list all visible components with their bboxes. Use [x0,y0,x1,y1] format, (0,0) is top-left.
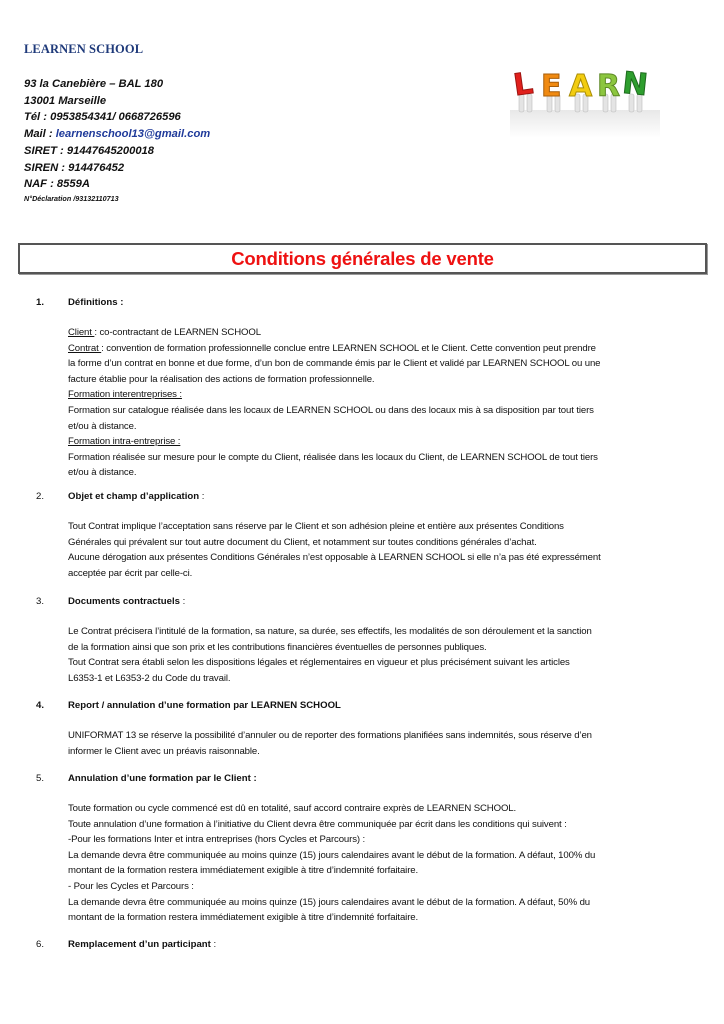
phone-numbers: Tél : 0953854341/ 0668726596 [24,111,181,124]
body-line: Formation réalisée sur mesure pour le compte du Client, réalisée dans les locaux du Client, de LEARNEN SCHOOL de tout tiers [68,451,598,463]
body-line: montant de la formation restera immédiatement exigible à titre d’indemnité forfaitaire. [68,912,419,924]
body-line: La demande devra être communiquée au moins quinze (15) jours calendaires avant le début de la formation. A défaut, 100% du [68,849,596,861]
email-line [24,126,210,143]
section-heading [36,297,123,308]
term-client: Client [68,327,95,338]
section-number: 2. [36,491,45,502]
email-link[interactable]: learnenschool13@gmail.com [55,128,211,141]
section-heading [36,700,341,711]
section-heading [36,773,257,784]
address-street: 93 la Canebière – BAL 180 [24,78,164,90]
definition-contrat: Contrat : convention de formation professionnelle conclue entre LEARNEN SCHOOL et le Client. Cette convention peut prendre [68,342,596,354]
company-name: LEARNEN SCHOOL [24,42,144,56]
definition-client: Client : co-contractant de LEARNEN SCHOOL [68,327,261,338]
siren-number: SIREN : 914476452 [24,161,125,174]
section-number: 6. [36,939,45,950]
body-line: et/ou à distance. [68,420,137,432]
section-number: 3. [36,596,45,607]
body-line: -Pour les formations Inter et intra entreprises (hors Cycles et Parcours) : [68,834,366,846]
body-line: Aucune dérogation aux présentes Conditions Générales n’est opposable à LEARNEN SCHOOL si elle n’a pas été expressément [68,552,601,564]
company-contact-block [24,76,210,205]
term-formation-intra-entreprise: Formation intra-entreprise : [68,436,181,448]
section-title: Report / annulation d’une formation par LEARNEN SCHOOL [68,700,341,711]
body-line: Générales qui prévalent sur tout autre document du Client, et notamment sur toutes conditions générales d’achat. [68,536,537,548]
svg-text:E: E [541,69,562,104]
section-title: Annulation d’une formation par le Client : [68,773,257,784]
section-heading: 2. Objet et champ d’application : [36,491,205,502]
body-line: - Pour les Cycles et Parcours : [68,880,194,892]
svg-text:A: A [569,69,593,104]
body-line: montant de la formation restera immédiatement exigible à titre d’indemnité forfaitaire. [68,865,419,877]
email-label: Mail : [24,128,56,141]
section-title: Objet et champ d’application [68,491,200,502]
body-line: et/ou à distance. [68,467,137,479]
body-line: Formation sur catalogue réalisée dans les locaux de LEARNEN SCHOOL ou dans des locaux mis à sa disposition par tout tiers [68,404,594,416]
section-title: Documents contractuels [68,596,180,607]
body-line: Tout Contrat sera établi selon les dispositions légales et réglementaires en vigueur et plus précisément suivant les articles [68,657,570,669]
section-body [68,728,708,759]
body-line: Le Contrat précisera l’intitulé de la formation, sa nature, sa durée, ses effectifs, les modalités de son déroulement et la sanction [68,626,592,637]
section-number: 4. [36,700,45,711]
body-line: UNIFORMAT 13 se réserve la possibilité d’annuler ou de reporter des formations planifiées sans indemnités, sous réserve d’en [68,730,592,741]
term-formation-interentreprises: Formation interentreprises : [68,389,182,401]
title-banner [18,243,707,274]
section-body [68,624,708,686]
section-heading: 3. Documents contractuels : [36,596,186,607]
term-contrat: Contrat [68,342,102,354]
svg-text:N: N [620,65,650,104]
section-heading: 6. Remplacement d’un participant : [36,939,217,950]
naf-code: NAF : 8559A [24,178,90,191]
section-body [68,801,708,926]
body-line: la forme d’un contrat en bonne et due forme, d’un bon de commande émis par le Client et validé par LEARNEN SCHOOL ou une [68,358,601,370]
body-line: L6353-1 et L6353-2 du Code du travail. [68,672,231,684]
body-line: informer le Client avec un préavis raisonnable. [68,745,260,757]
section-title: Définitions : [68,297,124,308]
body-line: Toute annulation d’une formation à l’initiative du Client devra être communiquée par écrit dans les conditions qui suivent : [68,818,567,830]
body-line: facture établie pour la réalisation des actions de formation professionnelle. [68,373,375,385]
address-city: 13001 Marseille [24,94,107,107]
page-title: Conditions générales de vente [231,247,494,269]
section-number: 5. [36,773,45,784]
body-line: La demande devra être communiquée au moins quinze (15) jours calendaires avant le début de la formation. A défaut, 50% du [68,896,590,908]
declaration-number: N°Déclaration /93132110713 [24,193,119,203]
section-body [68,519,708,581]
svg-text:R: R [597,69,621,104]
siret-number: SIRET : 91447645200018 [24,144,154,157]
section-title: Remplacement d’un participant [68,939,211,950]
body-line: acceptée par écrit par celle-ci. [68,567,193,579]
body-line: Toute formation ou cycle commencé est dû en totalité, sauf accord contraire exprès de LEARNEN SCHOOL. [68,803,517,814]
body-line: Tout Contrat implique l’acceptation sans réserve par le Client et son adhésion pleine et entière aux présentes Conditions [68,521,564,532]
section-number: 1. [36,297,45,308]
body-line: de la formation ainsi que son prix et les contributions financières éventuelles de personnes publiques. [68,641,487,653]
svg-text:L: L [511,66,536,104]
section-body [68,325,708,481]
learn-logo-icon [505,50,665,140]
